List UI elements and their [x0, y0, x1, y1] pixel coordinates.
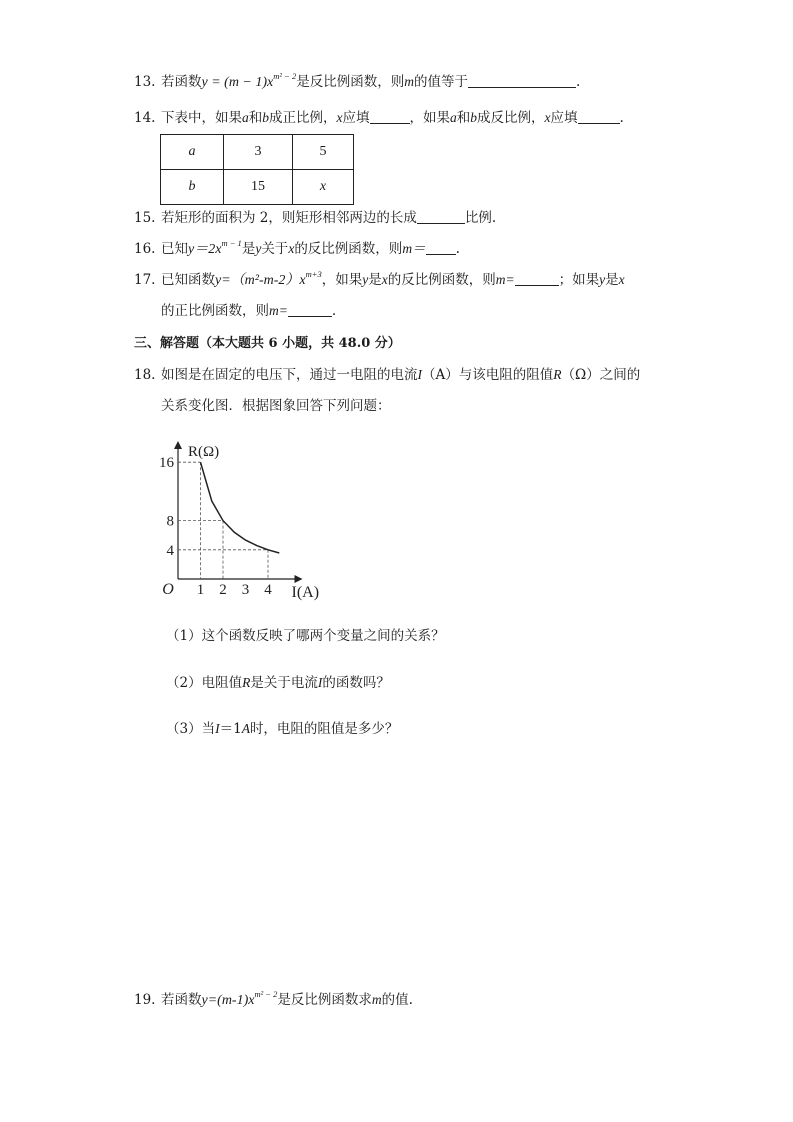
question-number: 18.: [134, 367, 156, 383]
x-tick-label: 2: [219, 582, 227, 598]
question-18: 18. 如图是在固定的电压下，通过一电阻的电流I（A）与该电阻的阻值R（Ω）之间的: [134, 367, 641, 383]
answer-blank[interactable]: [417, 209, 465, 224]
x-tick-label: 1: [196, 582, 205, 598]
x-tick-label: 4: [264, 582, 272, 598]
question-13: 13. 若函数$y = (m - 1)x^{m^2 - 2}$是反比例函数，则m的值等于 .: [134, 71, 581, 90]
table-cell: x: [293, 170, 354, 205]
proportion-table: [160, 134, 354, 205]
answer-blank[interactable]: [370, 109, 410, 124]
formula: $y=2x^{m - 1}$: [188, 238, 242, 257]
y-tick-label: 4: [166, 542, 174, 559]
answer-blank[interactable]: [426, 240, 456, 255]
question-18-part-1: （1）这个函数反映了哪两个变量之间的关系？: [166, 628, 445, 644]
question-number: 17.: [134, 272, 156, 288]
series-line: [201, 462, 280, 553]
answer-blank[interactable]: [288, 302, 332, 317]
table-cell: 15: [224, 170, 293, 205]
question-number: 16.: [134, 241, 156, 257]
question-17: 17. 已知函数$y=(m^2-m-2)x^{m+3}$，如果y是x的反比例函数，则m= ；如果y是x: [134, 269, 625, 288]
question-18-line2: 关系变化图．根据图象回答下列问题：: [161, 398, 391, 414]
y-tick-label: 8: [166, 513, 174, 530]
question-18-part-2: （2）电阻值R是关于电流I的函数吗？: [166, 675, 390, 691]
answer-blank[interactable]: [468, 73, 576, 88]
table-cell: 5: [293, 135, 354, 170]
question-number: 13.: [134, 74, 156, 90]
table-row: [161, 135, 354, 170]
question-number: 15.: [134, 210, 156, 226]
question-number: 14.: [134, 110, 156, 126]
table-cell: a: [161, 135, 224, 170]
y-axis-label: R(Ω): [188, 444, 220, 460]
question-15: 15. 若矩形的面积为 2，则矩形相邻两边的长成 比例.: [134, 210, 497, 226]
resistance-current-graph: [150, 435, 360, 605]
question-17-line2: 的正比例函数，则m= .: [161, 303, 337, 319]
answer-blank[interactable]: [578, 109, 620, 124]
question-number: 19.: [134, 992, 156, 1008]
question-16: 16. 已知$y=2x^{m - 1}$是y关于x的反比例函数，则m＝ .: [134, 238, 460, 257]
formula: $y = (m - 1)x^{m^2 - 2}$: [201, 71, 297, 90]
question-14: 14. 下表中，如果a和b成正比例，x应填 ，如果a和b成反比例，x应填 .: [134, 110, 624, 126]
formula: $y=(m^2-m-2)x^{m+3}$: [215, 269, 322, 288]
table-cell: 3: [224, 135, 293, 170]
origin-label: O: [162, 581, 174, 598]
table-cell: b: [161, 170, 224, 205]
question-19: 19. 若函数$y=(m-1)x^{m^2 - 2}$是反比例函数求m的值.: [134, 989, 413, 1008]
y-tick-label: 16: [159, 455, 174, 472]
formula: $y=(m-1)x^{m^2 - 2}$: [201, 989, 278, 1008]
x-axis-label: I(A): [291, 584, 320, 601]
table-row: [161, 170, 354, 205]
x-tick-label: 3: [241, 582, 250, 598]
answer-blank[interactable]: [515, 271, 559, 286]
question-18-part-3: （3）当I＝1A时，电阻的阻值是多少？: [166, 721, 399, 737]
section-heading: 三、解答题（本大题共 6 小题，共 48.0 分）: [134, 336, 401, 351]
